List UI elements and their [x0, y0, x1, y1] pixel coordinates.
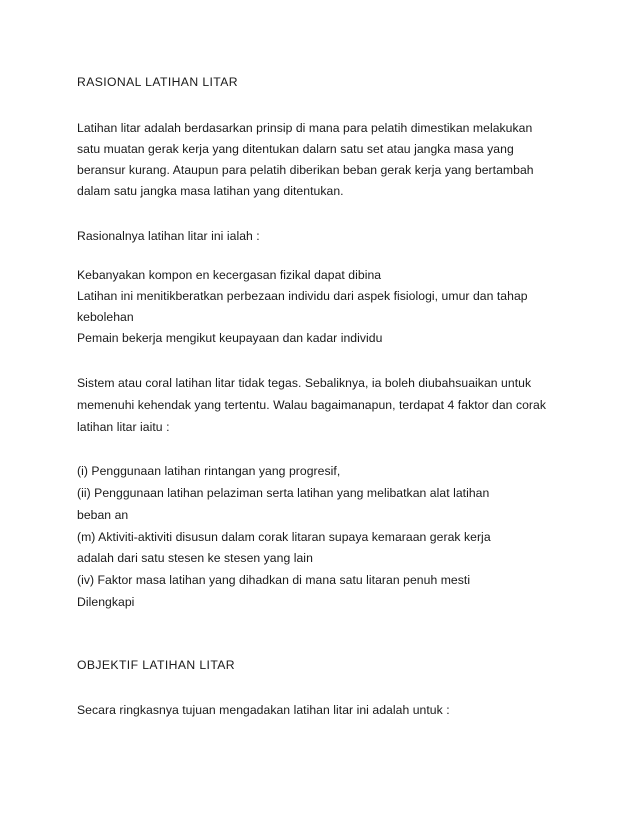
rasional-line-1: Kebanyakan kompon en kecergasan fizikal dapat dibina	[77, 268, 382, 282]
factor-line-7: Dilengkapi	[77, 595, 135, 609]
sistem-line-1: Sistem atau coral latihan litar tidak tegas. Sebaliknya, ia boleh diubahsuaikan untuk	[77, 376, 532, 390]
factor-line-4: (m) Aktiviti-aktiviti disusun dalam corak litaran supaya kemaraan gerak kerja	[77, 530, 491, 544]
rasional-line-4: Pemain bekerja mengikut keupayaan dan kadar individu	[77, 331, 383, 345]
intro-line-1: Latihan litar adalah berdasarkan prinsip di mana para pelatih dimestikan melakukan	[77, 121, 533, 135]
intro-line-3: beransur kurang. Ataupun para pelatih diberikan beban gerak kerja yang bertambah	[77, 163, 534, 177]
rasional-line-3: kebolehan	[77, 310, 134, 324]
heading-objektif: OBJEKTIF LATIHAN LITAR	[77, 658, 236, 672]
factor-line-6: (iv) Faktor masa latihan yang dihadkan di mana satu litaran penuh mesti	[77, 573, 471, 587]
factor-line-2: (ii) Penggunaan latihan pelaziman serta latihan yang melibatkan alat latihan	[77, 486, 490, 500]
factor-line-3: beban an	[77, 508, 129, 522]
rasional-line-2: Latihan ini menitikberatkan perbezaan individu dari aspek fisiologi, umur dan tahap	[77, 289, 528, 303]
sistem-line-3: latihan litar iaitu :	[77, 420, 170, 434]
rasional-lead: Rasionalnya latihan litar ini ialah :	[77, 229, 260, 243]
factor-line-1: (i) Penggunaan latihan rintangan yang progresif,	[77, 464, 341, 478]
objektif-lead: Secara ringkasnya tujuan mengadakan latihan litar ini adalah untuk :	[77, 703, 450, 717]
intro-line-4: dalam satu jangka masa latihan yang ditentukan.	[77, 184, 344, 198]
sistem-line-2: memenuhi kehendak yang tertentu. Walau bagaimanapun, terdapat 4 faktor dan corak	[77, 398, 546, 412]
intro-line-2: satu muatan gerak kerja yang ditentukan dalarn satu set atau jangka masa yang	[77, 142, 514, 156]
factor-line-5: adalah dari satu stesen ke stesen yang lain	[77, 551, 313, 565]
heading-rasional: RASIONAL LATIHAN LITAR	[77, 75, 238, 89]
